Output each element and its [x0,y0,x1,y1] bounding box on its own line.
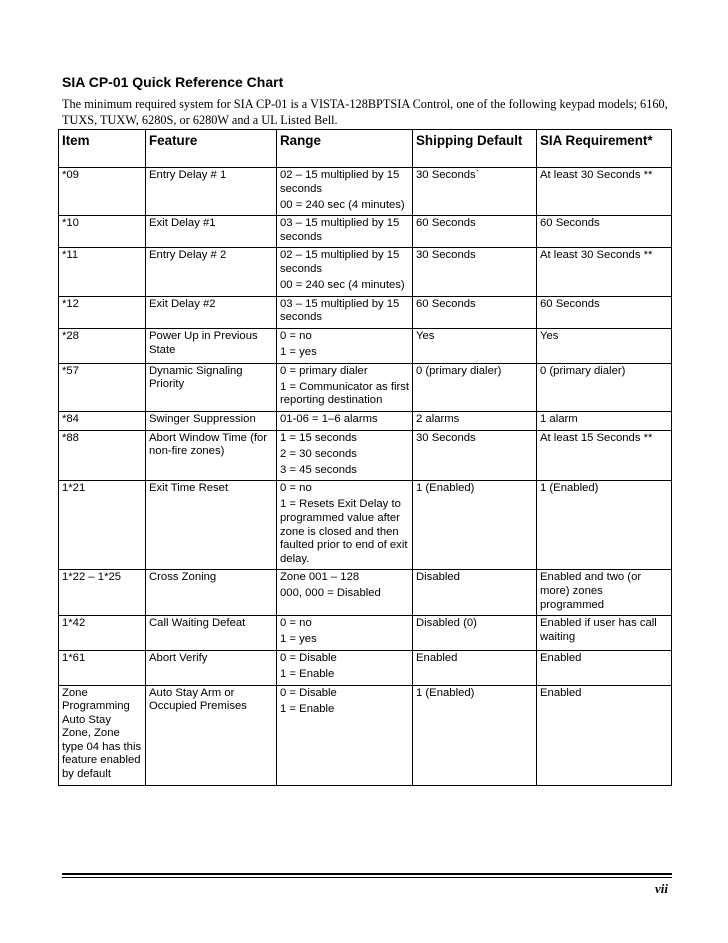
cell-feature: Dynamic Signaling Priority [146,363,277,411]
range-line: 0 = no [280,329,312,342]
cell-item: Zone Programming Auto Stay Zone, Zone type 04 has this feature enabled by default [59,685,146,785]
range-line: 1 = Resets Exit Delay to programmed value after zone is closed and then faulted prior to end of exit delay. [280,498,408,565]
cell-feature: Entry Delay # 2 [146,248,277,296]
cell-range [277,616,413,651]
table-header-row [59,130,672,168]
cell-sia-requirement: Enabled [537,650,672,685]
range-line: 1 = Enable [280,702,335,715]
intro-paragraph: The minimum required system for SIA CP-01 is a VISTA-128BPTSIA Control, one of the following keypad models; 6160, TUXS, TUXW, 6280S, or 6280W and a UL Listed Bell. [62,97,668,127]
cell-sia-requirement: At least 30 Seconds ** [537,248,672,296]
cell-item: *10 [59,216,146,248]
cell-shipping-default: Disabled [413,570,537,616]
header-feature: Feature [146,130,277,168]
header-range: Range [277,130,413,168]
range-line: 02 – 15 multiplied by 15 seconds [280,169,400,195]
cell-sia-requirement: Enabled [537,685,672,785]
cell-sia-requirement: 1 (Enabled) [537,481,672,570]
cell-shipping-default: 1 (Enabled) [413,685,537,785]
cell-shipping-default: 1 (Enabled) [413,481,537,570]
cell-range [277,481,413,570]
range-line: 1 = yes [280,633,317,646]
range-line: 1 = Enable [280,667,335,680]
table-row [59,328,672,363]
page-number: vii [655,881,668,896]
table-row [59,430,672,481]
range-line: 3 = 45 seconds [280,463,357,476]
cell-shipping-default: 30 Seconds [413,430,537,481]
page-title: SIA CP-01 Quick Reference Chart [62,74,284,90]
cell-shipping-default: 0 (primary dialer) [413,363,537,411]
header-item: Item [59,130,146,168]
cell-shipping-default: 60 Seconds [413,296,537,328]
cell-item: *28 [59,328,146,363]
range-line: 02 – 15 multiplied by 15 seconds [280,249,400,276]
cell-shipping-default: Yes [413,328,537,363]
cell-feature: Auto Stay Arm or Occupied Premises [146,685,277,785]
cell-range [277,363,413,411]
range-line: Zone 001 – 128 [280,571,360,584]
cell-range [277,570,413,616]
range-line: 00 = 240 sec (4 minutes) [280,279,405,292]
cell-feature: Swinger Suppression [146,411,277,430]
cell-shipping-default: 30 Seconds [413,248,537,296]
cell-range [277,168,413,216]
cell-shipping-default: 60 Seconds [413,216,537,248]
reference-table [58,129,672,786]
footer-rule-thick [62,873,672,875]
cell-feature: Exit Time Reset [146,481,277,570]
cell-shipping-default: Enabled [413,650,537,685]
cell-range [277,411,413,430]
cell-item: *84 [59,411,146,430]
cell-feature: Abort Verify [146,650,277,685]
range-line: 0 = no [280,617,312,630]
range-line: 1 = Communicator as first reporting destination [280,380,410,407]
range-line: 1 = 15 seconds [280,431,357,444]
cell-range [277,296,413,328]
table-row [59,411,672,430]
cell-range [277,685,413,785]
cell-feature: Abort Window Time (for non-fire zones) [146,430,277,481]
cell-item: *12 [59,296,146,328]
range-line: 0 = Disable [280,686,337,699]
cell-range [277,650,413,685]
cell-shipping-default: 30 Seconds` [413,168,537,216]
cell-feature: Power Up in Previous State [146,328,277,363]
cell-range [277,216,413,248]
cell-sia-requirement: 1 alarm [537,411,672,430]
cell-feature: Cross Zoning [146,570,277,616]
range-line: 00 = 240 sec (4 minutes) [280,198,405,211]
table-row [59,248,672,296]
range-line: 1 = yes [280,346,317,359]
cell-item: 1*21 [59,481,146,570]
table-row [59,685,672,785]
table-row [59,650,672,685]
cell-item: 1*22 – 1*25 [59,570,146,616]
range-line: 03 – 15 multiplied by 15 seconds [280,217,400,243]
range-line: 000, 000 = Disabled [280,587,381,600]
range-line: 0 = primary dialer [280,364,368,377]
cell-sia-requirement: 60 Seconds [537,296,672,328]
cell-item: *57 [59,363,146,411]
cell-sia-requirement: 60 Seconds [537,216,672,248]
range-line: 0 = Disable [280,651,337,664]
cell-sia-requirement: Yes [537,328,672,363]
header-sia-requirement: SIA Requirement* [537,130,672,168]
cell-range [277,328,413,363]
cell-sia-requirement: 0 (primary dialer) [537,363,672,411]
table-row [59,168,672,216]
range-line: 01-06 = 1–6 alarms [280,412,378,425]
cell-sia-requirement: At least 15 Seconds ** [537,430,672,481]
table-row [59,616,672,651]
cell-item: *11 [59,248,146,296]
table-body [59,168,672,786]
table-row [59,296,672,328]
cell-item: 1*42 [59,616,146,651]
cell-sia-requirement: Enabled if user has call waiting [537,616,672,651]
cell-item: *09 [59,168,146,216]
table-row [59,481,672,570]
cell-range [277,248,413,296]
cell-feature: Entry Delay # 1 [146,168,277,216]
cell-sia-requirement: Enabled and two (or more) zones programmed [537,570,672,616]
cell-item: *88 [59,430,146,481]
header-shipping-default: Shipping Default [413,130,537,168]
cell-shipping-default: 2 alarms [413,411,537,430]
cell-feature: Exit Delay #1 [146,216,277,248]
range-line: 0 = no [280,482,312,495]
table-row [59,570,672,616]
table-row [59,216,672,248]
cell-sia-requirement: At least 30 Seconds ** [537,168,672,216]
cell-feature: Exit Delay #2 [146,296,277,328]
cell-range [277,430,413,481]
cell-shipping-default: Disabled (0) [413,616,537,651]
footer-rule-thin [62,877,672,878]
table-row [59,363,672,411]
range-line: 03 – 15 multiplied by 15 seconds [280,297,400,324]
cell-feature: Call Waiting Defeat [146,616,277,651]
cell-item: 1*61 [59,650,146,685]
range-line: 2 = 30 seconds [280,447,357,460]
